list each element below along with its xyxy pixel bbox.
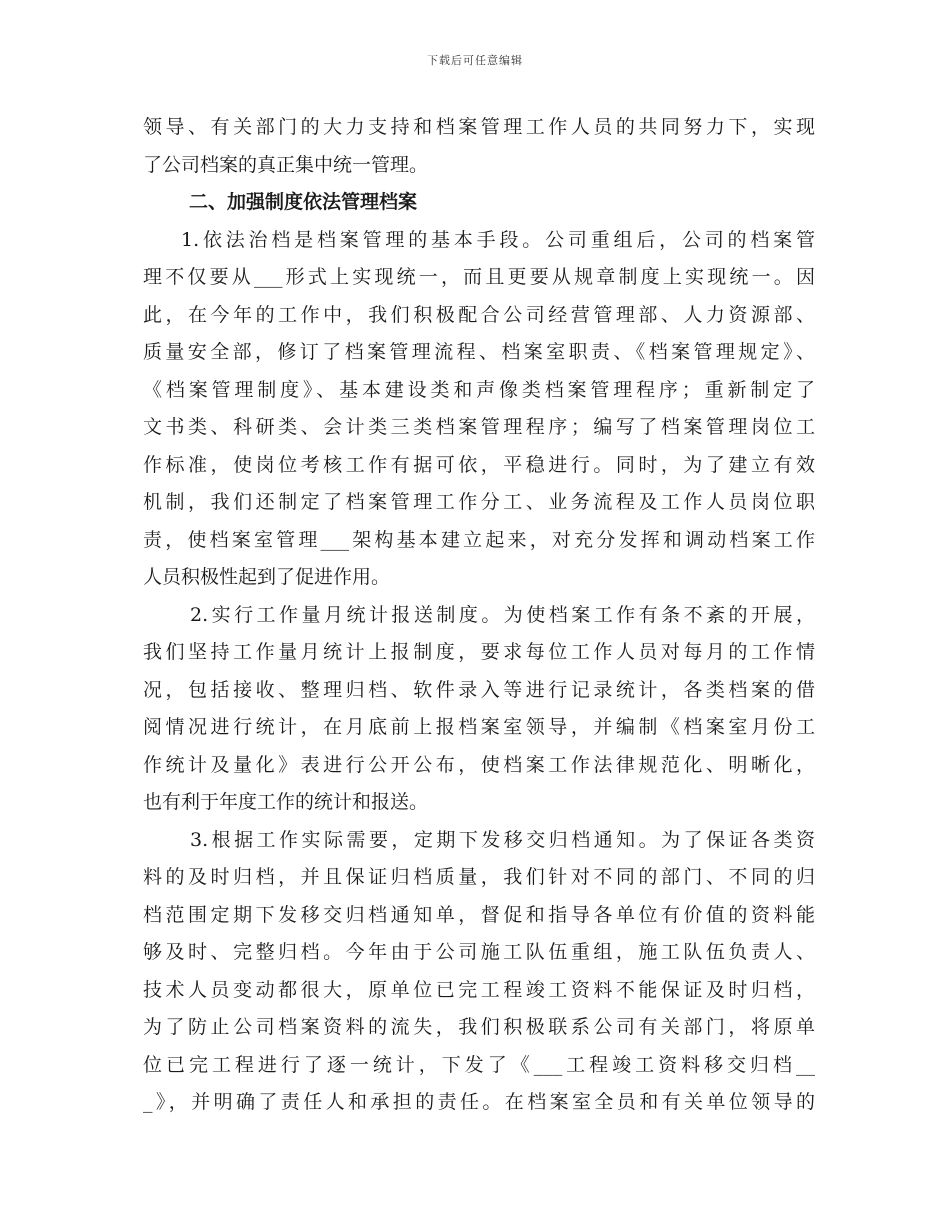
document-body: [143, 109, 815, 1122]
text-line: 了公司档案的真正集中统一管理。: [143, 153, 429, 176]
paragraph-1: [143, 222, 815, 597]
text-line: 料的及时归档，并且保证归档质量，我们针对不同的部门、不同的归: [143, 866, 815, 888]
text-line: 人员积极性起到了促进作用。: [143, 566, 391, 588]
text-line: 为了防止公司档案资料的流失，我们积极联系公司有关部门，将原单: [143, 1016, 815, 1038]
text-line: 况，包括接收、整理归档、软件录入等进行记录统计，各类档案的借: [143, 678, 815, 701]
text-line: 1.依法治档是档案管理的基本手段。公司重组后，公司的档案管: [181, 228, 815, 251]
text-line: 2.实行工作量月统计报送制度。为使档案工作有条不紊的开展，: [190, 603, 815, 626]
text-line: 阅情况进行统计，在月底前上报档案室领导，并编制《档案室月份工: [143, 716, 815, 738]
text-line: 也有利于年度工作的统计和报送。: [143, 791, 429, 813]
page-header: 下载后可任意编辑: [427, 54, 523, 67]
text-line: 我们坚持工作量月统计上报制度，要求每位工作人员对每月的工作情: [143, 641, 815, 663]
text-line: 位已完工程进行了逐一统计，下发了《___工程竣工资料移交归档__: [143, 1053, 815, 1076]
text-line: _》，并明确了责任人和承担的责任。在档案室全员和有关单位领导的: [143, 1091, 815, 1113]
text-line: 档范围定期下发移交归档通知单，督促和指导各单位有价值的资料能: [143, 903, 815, 926]
section-heading: 二、加强制度依法管理档案: [189, 191, 418, 213]
text-line: 作标准，使岗位考核工作有据可依，平稳进行。同时，为了建立有效: [143, 453, 815, 476]
text-line: 责，使档案室管理___架构基本建立起来，对充分发挥和调动档案工作: [143, 528, 815, 551]
text-line: 机制，我们还制定了档案管理工作分工、业务流程及工作人员岗位职: [143, 491, 815, 513]
text-line: 质量安全部，修订了档案管理流程、档案室职责、《档案管理规定》、: [143, 341, 815, 363]
paragraph-3: [143, 822, 815, 1122]
paragraph-2: [143, 597, 815, 822]
text-line: 技术人员变动都很大，原单位已完工程竣工资料不能保证及时归档，: [143, 978, 815, 1001]
text-line: 领导、有关部门的大力支持和档案管理工作人员的共同努力下，实现: [143, 116, 815, 138]
text-line: 作统计及量化》表进行公开公布，使档案工作法律规范化、明晰化，: [143, 753, 815, 776]
text-line: 3.根据工作实际需要，定期下发移交归档通知。为了保证各类资: [190, 828, 815, 851]
paragraph-intro: [143, 109, 815, 184]
text-line: 够及时、完整归档。今年由于公司施工队伍重组，施工队伍负责人、: [143, 941, 815, 963]
text-line: 此，在今年的工作中，我们积极配合公司经营管理部、人力资源部、: [143, 303, 815, 326]
text-line: 《档案管理制度》、基本建设类和声像类档案管理程序；重新制定了: [143, 378, 815, 401]
text-line: 文书类、科研类、会计类三类档案管理程序；编写了档案管理岗位工: [143, 416, 815, 438]
text-line: 理不仅要从___形式上实现统一，而且更要从规章制度上实现统一。因: [143, 266, 815, 288]
